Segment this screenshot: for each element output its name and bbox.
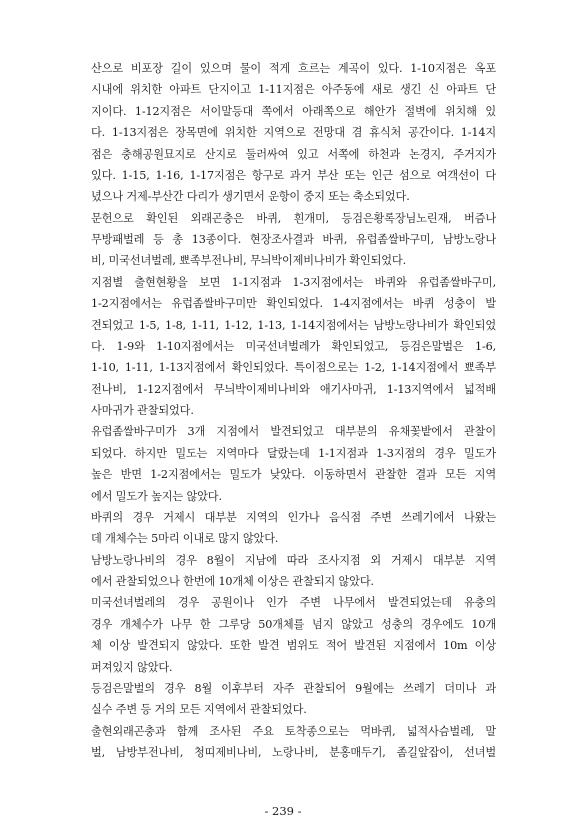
text-line: 바퀴의 경우 거제시 대부분 지역의 인가나 음식점 주변 쓰레기에서 나왔는 [91,511,496,524]
text-line: 출현외래곤충과 함께 조사된 주요 토착종으로는 먹바퀴, 넓적사슴벌레, 말 [91,725,496,738]
text-line: 높은 반면 1-2지점에서는 밀도가 낮았다. 이동하면서 관찰한 결과 모든 지역 [91,468,496,481]
text-line: 1-2지점에서는 유럽좀쌀바구미만 확인되었다. 1-4지점에서는 바퀴 성충이 발 [91,297,496,310]
text-line: 전나비, 1-12지점에서 무늬박이제비나비와 애기사마귀, 1-13지역에서 넓적배 [91,383,496,396]
text-line: 지점별 출현현황을 보면 1-1지점과 1-3지점에서는 바퀴와 유럽좀쌀바구미, [91,276,496,289]
page-number: - 239 - [264,804,302,818]
text-line: 경우 개체수가 나무 한 그루당 50개체를 넘지 않았고 성충의 경우에도 10개 [91,618,496,631]
text-line: 문헌으로 확인된 외래곤충은 바퀴, 흰개미, 등검은황록장님노린재, 버즘나 [91,212,496,225]
text-line: 무방패벌레 등 총 13종이다. 현장조사결과 바퀴, 유럽좀쌀바구미, 남방노랑나 [91,233,496,246]
text-line: 에서 관찰되었으나 한번에 10개체 이상은 관찰되지 않았다. [91,575,374,588]
text-line: 등검은말벌의 경우 8월 이후부터 자주 관찰되어 9월에는 쓰레기 더미나 과 [91,682,496,695]
text-line: 사마귀가 관찰되었다. [91,404,194,417]
text-line: 산으로 비포장 길이 있으며 물이 적게 흐르는 계곡이 있다. 1-10지점은 옥포 [91,62,496,75]
text-line: 1-10, 1-11, 1-13지점에서 확인되었다. 특이점으로는 1-2, 1-14지점에서 뾰족부 [91,361,496,374]
text-line: 시내에 위치한 아파트 단지이고 1-11지점은 아주동에 새로 생긴 신 아파트 단 [91,83,496,96]
text-line: 녔으나 거제-부산간 다리가 생기면서 운항이 중지 또는 축소되었다. [91,190,410,203]
text-line: 벌, 남방부전나비, 청띠제비나비, 노랑나비, 분홍매두기, 좀길앞잡이, 선녀벌 [91,746,496,759]
text-line: 점은 충해공원묘지로 산지로 둘러싸여 있고 서쪽에 하천과 논경지, 주거지가 [91,148,496,161]
text-line: 미국선녀벌레의 경우 공원이나 인가 주변 나무에서 발견되었는데 유충의 [91,596,496,609]
text-line: 퍼져있지 않았다. [91,661,173,674]
text-line: 실수 주변 등 거의 모든 지역에서 관찰되었다. [91,703,307,716]
text-line: 다. 1-9와 1-10지점에서는 미국선녀벌레가 확인되었고, 등검은말벌은 1-6, [91,340,496,353]
text-line: 데 개체수는 5마리 이내로 많지 않았다. [91,532,279,545]
text-line: 유럽좀쌀바구미가 3개 지점에서 발견되었고 대부분의 유채꽃밭에서 관찰이 [91,425,496,438]
text-line: 있다. 1-15, 1-16, 1-17지점은 항구로 과거 부산 또는 인근 섬으로 여객선이 다 [91,169,496,182]
text-line: 지이다. 1-12지점은 서이말등대 쪽에서 아래쪽으로 해안가 절벽에 위치해 있 [91,105,496,118]
text-line: 비, 미국선녀벌레, 뾰족부전나비, 무늬박이제비나비가 확인되었다. [91,254,406,267]
text-line: 에서 밀도가 높지는 않았다. [91,490,222,503]
text-line: 다. 1-13지점은 장목면에 위치한 지역으로 전망대 겸 휴식처 공간이다. 1-14지 [91,126,496,139]
text-line: 되었다. 하지만 밀도는 지역마다 달랐는데 1-1지점과 1-3지점의 경우 밀도가 [91,447,496,460]
text-line: 견되었고 1-5, 1-8, 1-11, 1-12, 1-13, 1-14지점에서는 남방노랑나비가 확인되었 [91,319,496,332]
text-line: 남방노랑나비의 경우 8월이 지남에 따라 조사지점 외 거제시 대부분 지역 [91,554,496,567]
text-line: 체 이상 발견되지 않았다. 또한 발견 범위도 적어 발견된 지점에서 10m 이상 [91,639,496,652]
